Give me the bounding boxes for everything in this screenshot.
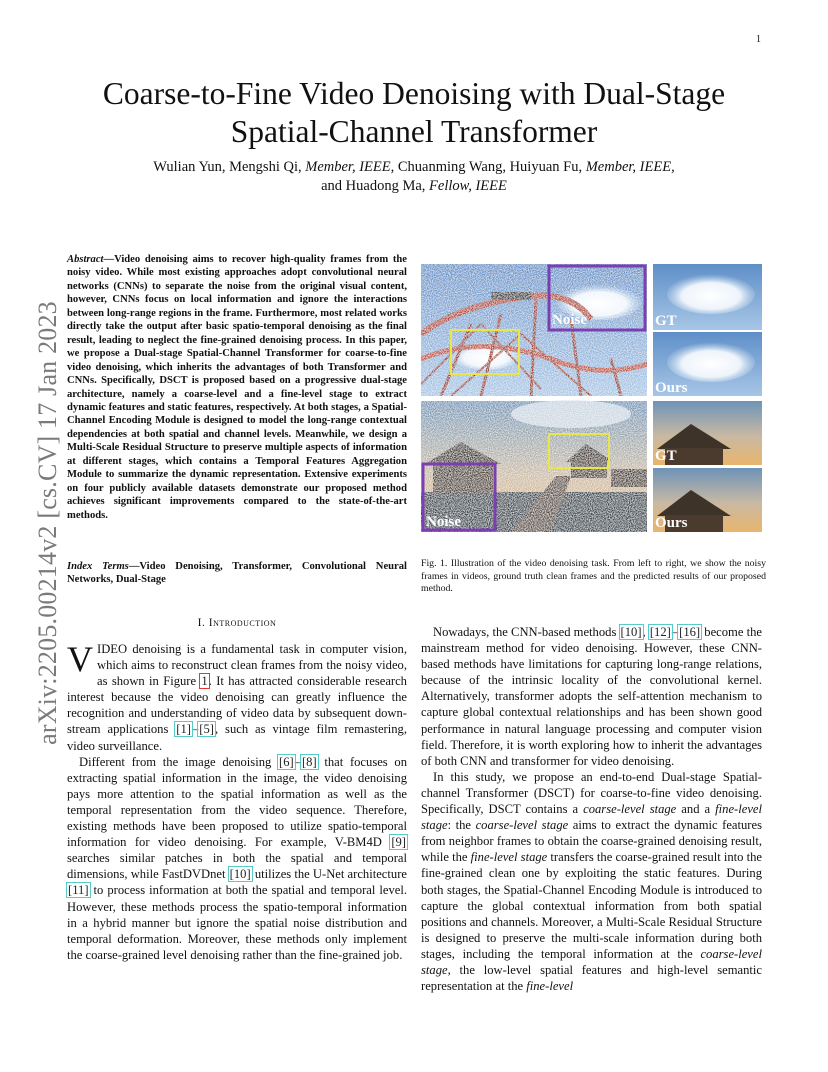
right-paragraph-2	[421, 769, 762, 994]
text: ,	[642, 625, 649, 639]
figure-caption	[421, 558, 766, 596]
figure-link[interactable]: 1	[201, 674, 208, 689]
text: –	[671, 625, 679, 639]
label-ours-2: Ours	[655, 515, 688, 531]
text: In this study, we propose an end-to-end Dual-stage Spatial-channel Transformer (DSCT) for coarse-to-fine video denoising. Specifically, DSCT contains a	[421, 769, 762, 817]
text: Nowadays, the CNN-based methods	[433, 625, 620, 639]
text-italic: fine-level stage	[421, 802, 763, 833]
author-list	[60, 158, 768, 196]
index-terms-label: Index Terms	[67, 561, 129, 572]
page-number: 1	[756, 34, 761, 45]
text: utilizes the U-Net architecture	[251, 867, 407, 882]
title-line-1: Coarse-to-Fine Video Denoising with Dual-Stage	[102, 76, 726, 111]
label-gt-1: GT	[655, 313, 677, 329]
text: , such as vintage film remastering, video surveillance.	[67, 722, 407, 753]
citation-link[interactable]: [11]	[68, 883, 89, 898]
drop-cap: V	[67, 639, 93, 679]
text-italic: coarse-level stage	[475, 818, 569, 833]
abstract-label: Abstract	[67, 254, 104, 265]
text: : the	[447, 818, 476, 833]
citation-link[interactable]: [10]	[620, 625, 642, 639]
intro-column	[67, 641, 407, 963]
text: that focuses on extracting spatial information in the image, the video denoising pays more attention to the spatial information as well as the temporal representation from the video sequence. Therefore, existing methods have been proposed to utilize spatio-temporal information for video denoising. For example, V-BM4D	[67, 754, 407, 850]
text-italic: coarse-level stage	[421, 946, 762, 977]
figure-1	[421, 264, 762, 532]
section-name: Introduction	[208, 617, 277, 629]
text: to process information at both the spatial and temporal level. However, these methods process the spatio-temporal information in a hybrid manner but ignore the spatial noise distribution and temporal deformation. Moreover, these methods only implement the coarse-grained level denoising rather than the fine-grained job.	[67, 883, 407, 962]
label-noise-1: Noise	[552, 312, 587, 328]
text: transfers the coarse-grained result into the fine-grained clean one by exploiting the static features. During both stages, the Spatial-Channel Encoding Module is introduced to capture the global contextual information from both spatial positions and channels. Moreover, a Multi-Scale Residual Structure is designed to preserve the multi-scale information during both stages, including the temporal information at the	[421, 850, 762, 961]
index-terms	[67, 560, 407, 587]
text: –	[294, 754, 301, 769]
citation-link[interactable]: [5]	[199, 722, 214, 737]
text: aims to extract the dynamic features from neighbor frames to obtain the coarse-grained denoising result, while the	[421, 818, 762, 865]
intro-paragraph-1	[67, 641, 407, 754]
text: . It has attracted considerable research interest because the video denoising can greatly influence the recognition and understanding of video data by subsequent down-stream applications	[67, 674, 407, 737]
right-column	[421, 624, 762, 994]
arxiv-id: arXiv:2205.00214v2 [cs.CV] 17 Jan 2023	[33, 301, 62, 745]
label-ours-1: Ours	[655, 380, 688, 396]
text-italic: coarse-level stage	[583, 802, 677, 817]
citation-link[interactable]: [1]	[176, 722, 191, 737]
author-note-2: Member, IEEE,	[585, 159, 675, 175]
text: Different from the image denoising	[79, 754, 278, 769]
text: become the mainstream method for video denoising. However, these CNN-based methods have limitations for capturing long-range relations, because of the intrinsic locality of the convolutional kernel. Alternatively, transformer adopts the self-attention mechanism to capture global contextual relationships and has been shown good performance in natural language processing and computer vision field. Therefore, it is worth exploring how to inherit the advantages of both CNN and transformer for video denoising.	[421, 625, 762, 768]
intro-paragraph-2	[67, 754, 407, 963]
caption-text: Illustration of the video denoising task. From left to right, we show the noisy frames in videos, ground truth clean frames and the predicted results of our proposed method.	[421, 558, 766, 595]
label-gt-2: GT	[655, 448, 677, 464]
index-terms-text: —Video Denoising, Transformer, Convolutional Neural Networks, Dual-Stage	[67, 561, 407, 586]
arxiv-stamp	[33, 288, 62, 758]
citation-link[interactable]: [12]	[649, 625, 671, 639]
author-names-2: Chuanming Wang, Huiyuan Fu,	[394, 159, 586, 175]
noisy-frame-2	[421, 400, 647, 532]
author-note-1: Member, IEEE,	[305, 159, 395, 175]
paper-title	[60, 75, 768, 151]
citation-link[interactable]: [9]	[391, 835, 406, 850]
citation-link[interactable]: [6]	[279, 754, 294, 769]
text: searches similar patches in both the spatial and temporal dimensions, while FastDVDnet	[67, 851, 407, 882]
text-italic: fine-level stage	[470, 850, 548, 865]
text-italic: fine-level	[526, 979, 574, 994]
author-names-1: Wulian Yun, Mengshi Qi,	[153, 159, 306, 175]
section-number: I.	[197, 617, 209, 629]
citation-link[interactable]: [10]	[229, 867, 251, 882]
abstract	[67, 253, 407, 522]
abstract-text: —Video denoising aims to recover high-quality frames from the noisy video. While most existing approaches adopt convolutional neural networks (CNNs) to separate the noise from the original visual content, however, CNNs focus on local information and ignore the interactions between long-range regions in the frame. Furthermore, most related works directly take the output after basic spatio-temporal denoising as the final result, leading to neglect the fine-grained denoising process. In this paper, we propose a Dual-stage Spatial-Channel Transformer for coarse-to-fine video denoising, which inherits the advantages of both Transformer and CNNs. Specifically, DSCT is proposed based on a progressive dual-stage architecture, namely a coarse-level and a fine-level stage to extract dynamic features and static features, respectively. At both stages, a Spatial-Channel Encoding Module is designed to model the long-range contextual dependencies at both spatial and channel levels. Meanwhile, we design a Multi-Scale Residual Structure to preserve multiple aspects of information at different stages, which contains a Temporal Features Aggregation Module to summarize the dynamic representation. Extensive experiments on four publicly available datasets demonstrate our proposed method achieves significant improvements compared to the state-of-the-art methods.	[67, 254, 407, 521]
text: and a	[676, 802, 716, 817]
author-note-3: Fellow, IEEE	[429, 178, 507, 194]
caption-label: Fig. 1.	[421, 558, 448, 569]
right-paragraph-1	[421, 624, 762, 769]
citation-link[interactable]: [8]	[301, 754, 317, 769]
text: –	[191, 722, 199, 737]
text: , the low-level spatial features and high-level semantic representation at the	[421, 962, 762, 994]
citation-link[interactable]: [16]	[679, 625, 701, 639]
section-heading	[67, 617, 407, 629]
author-names-3: and Huadong Ma,	[321, 178, 430, 194]
label-noise-2: Noise	[426, 514, 461, 530]
title-line-2: Spatial-Channel Transformer	[230, 114, 598, 149]
text: IDEO denoising is a fundamental task in computer vision, which aims to reconstruct clean frames from the noisy video, as shown in Figure	[97, 642, 407, 689]
